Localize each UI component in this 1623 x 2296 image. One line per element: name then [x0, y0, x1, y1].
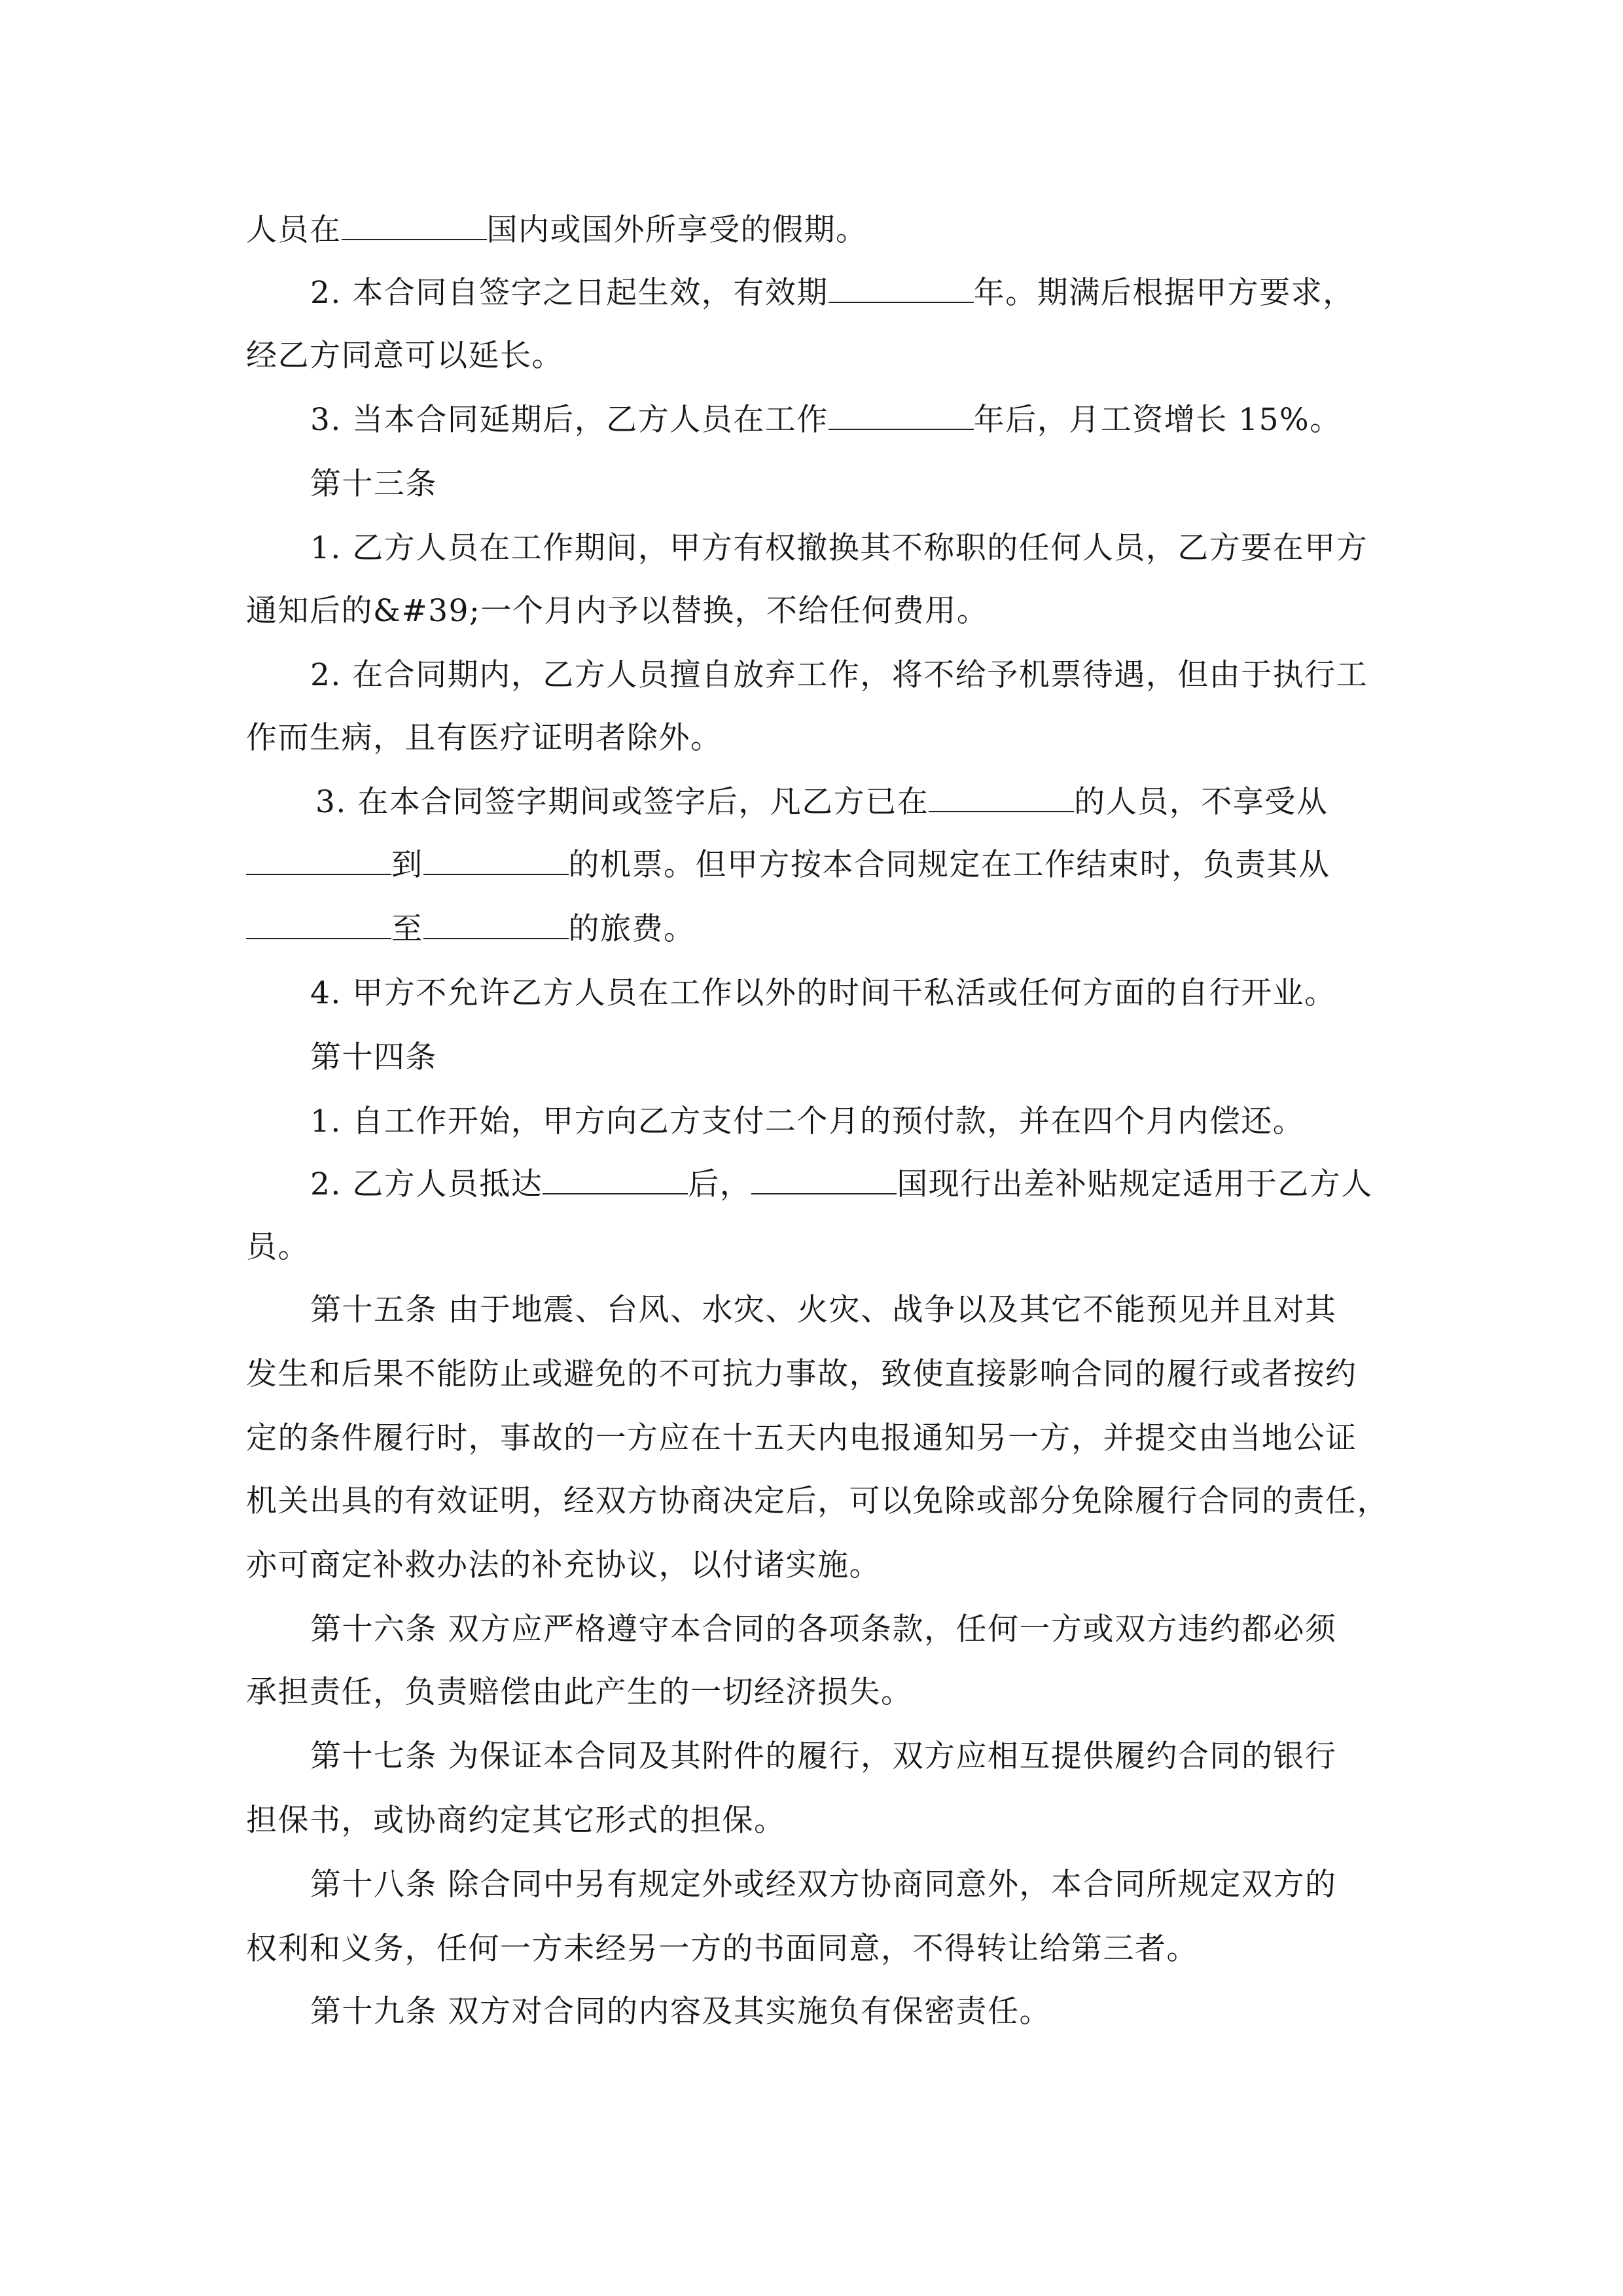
- fill-in-blank: [342, 217, 487, 240]
- text-line: 第十九条 双方对合同的内容及其实施负有保密责任。: [310, 1994, 1051, 2030]
- text-line: 至 的旅费。: [246, 910, 1378, 949]
- text-line: 机关出具的有效证明，经双方协商决定后，可以免除或部分免除履行合同的责任，: [246, 1483, 1389, 1519]
- text-line: 第十八条 除合同中另有规定外或经双方协商同意外，本合同所规定双方的: [310, 1867, 1337, 1903]
- text-line: 通知后的&#39;一个月内予以替换，不给任何费用。: [246, 593, 989, 629]
- text-line: 3. 当本合同延期后，乙方人员在工作 年后，月工资增长 15%。: [310, 402, 1342, 438]
- text-line: 1. 乙方人员在工作期间，甲方有权撤换其不称职的任何人员，乙方要在甲方: [310, 530, 1368, 566]
- text-line: 经乙方同意可以延长。: [246, 338, 563, 374]
- article-heading: 第十三条: [310, 466, 437, 502]
- fill-in-blank: [751, 1171, 897, 1194]
- text-line: 到 的机票。但甲方按本合同规定在工作结束时，负责其从: [246, 846, 1378, 885]
- fill-in-blank: [423, 852, 569, 875]
- text-line: 4. 甲方不允许乙方人员在工作以外的时间干私活或任何方面的自行开业。: [310, 975, 1336, 1011]
- fill-in-blank: [929, 789, 1074, 812]
- text-line: 2. 在合同期内，乙方人员擅自放弃工作，将不给予机票待遇，但由于执行工: [310, 657, 1368, 693]
- text-line: 2. 乙方人员抵达 后， 国现行出差补贴规定适用于乙方人: [310, 1166, 1373, 1202]
- text-line: 担保书，或协商约定其它形式的担保。: [246, 1803, 786, 1839]
- text-line: 作而生病，且有医疗证明者除外。: [246, 720, 722, 756]
- text-line: 第十五条 由于地震、台风、水灾、火灾、战争以及其它不能预见并且对其: [310, 1292, 1337, 1328]
- fill-in-blank: [246, 916, 391, 939]
- text-line: 承担责任，负责赔偿由此产生的一切经济损失。: [246, 1674, 913, 1710]
- fill-in-blank: [423, 916, 569, 939]
- text-line: 1. 自工作开始，甲方向乙方支付二个月的预付款，并在四个月内偿还。: [310, 1103, 1305, 1139]
- text-line: 人员在 国内或国外所享受的假期。: [246, 212, 868, 248]
- text-line: 2. 本合同自签字之日起生效，有效期 年。期满后根据甲方要求，: [310, 275, 1355, 311]
- text-line: 定的条件履行时，事故的一方应在十五天内电报通知另一方，并提交由当地公证: [246, 1420, 1357, 1456]
- text-line: 3. 在本合同签字期间或签字后，凡乙方已在 的人员，不享受从: [315, 784, 1329, 820]
- fill-in-blank: [829, 406, 974, 430]
- article-heading: 第十四条: [310, 1039, 437, 1075]
- text-line: 亦可商定补救办法的补充协议，以付诸实施。: [246, 1547, 881, 1583]
- fill-in-blank: [829, 279, 974, 303]
- text-line: 发生和后果不能防止或避免的不可抗力事故，致使直接影响合同的履行或者按约: [246, 1356, 1357, 1392]
- text-line: 员。: [246, 1229, 310, 1265]
- fill-in-blank: [246, 852, 391, 875]
- text-line: 权利和义务，任何一方未经另一方的书面同意，不得转让给第三者。: [246, 1931, 1198, 1967]
- fill-in-blank: [543, 1171, 688, 1194]
- text-line: 第十七条 为保证本合同及其附件的履行，双方应相互提供履约合同的银行: [310, 1738, 1337, 1774]
- text-line: 第十六条 双方应严格遵守本合同的各项条款，任何一方或双方违约都必须: [310, 1611, 1337, 1647]
